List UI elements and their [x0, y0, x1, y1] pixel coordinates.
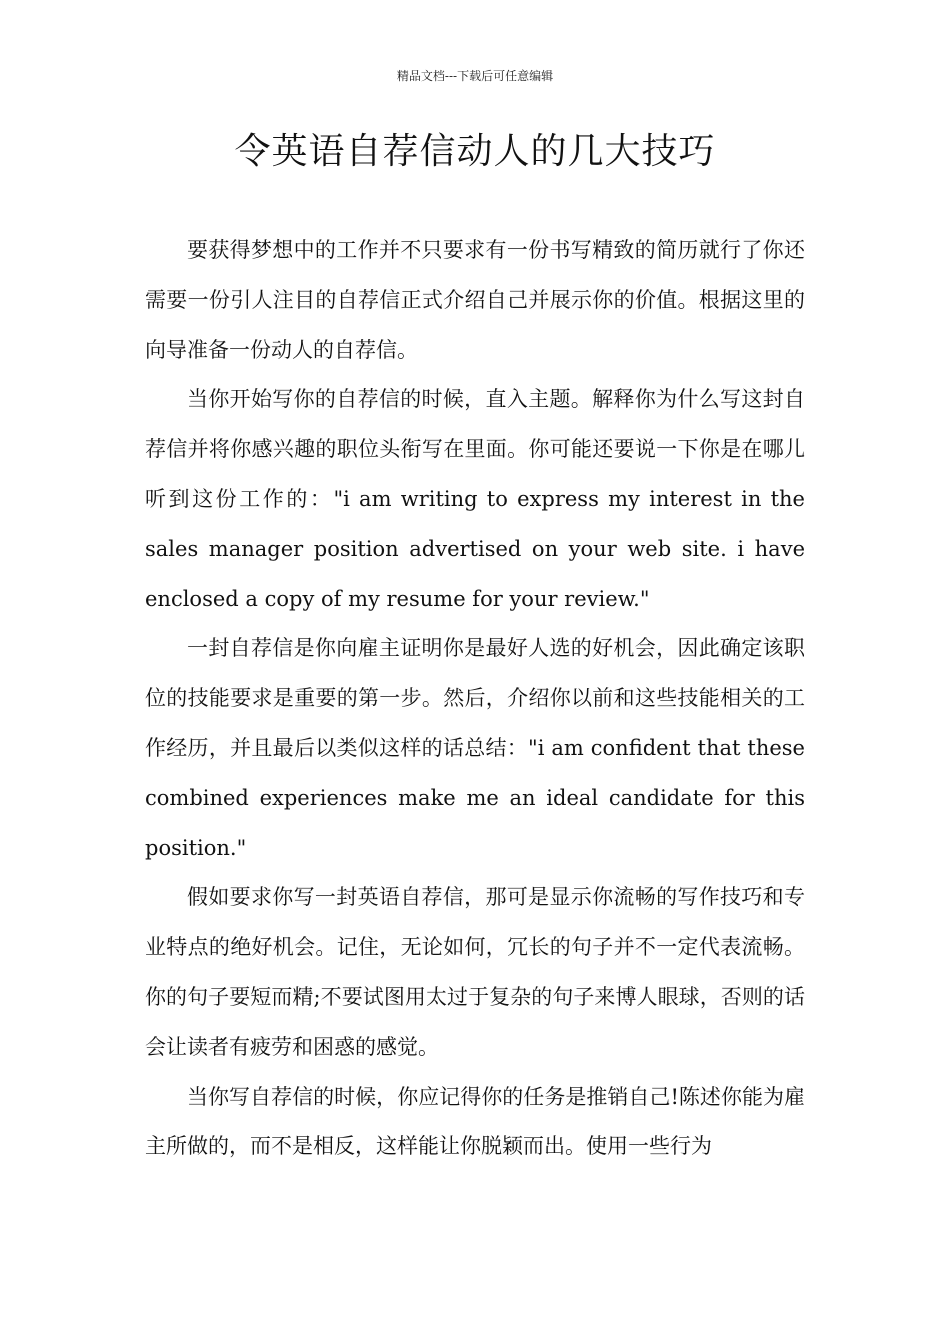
- paragraph-3: 一封自荐信是你向雇主证明你是最好人选的好机会，因此确定该职位的技能要求是重要的第一步。然后，介绍你以前和这些技能相关的工作经历，并且最后以类似这样的话总结："i am confident that these combined experiences make me an ideal candidate for this position.": [145, 636, 805, 860]
- document-body: [145, 226, 805, 1172]
- document-title: 令英语自荐信动人的几大技巧: [234, 131, 716, 172]
- paragraph-1: 要获得梦想中的工作并不只要求有一份书写精致的简历就行了你还需要一份引人注目的自荐信正式介绍自己并展示你的价值。根据这里的向导准备一份动人的自荐信。: [145, 238, 805, 362]
- paragraph-2: 当你开始写你的自荐信的时候，直入主题。解释你为什么写这封自荐信并将你感兴趣的职位头衔写在里面。你可能还要说一下你是在哪儿听到这份工作的："i am writing to express my interest in the sales manager position advertised on your web site. i have enclosed a copy of my resume for your review.": [145, 387, 805, 611]
- paragraph-5: 当你写自荐信的时候，你应记得你的任务是推销自己!陈述你能为雇主所做的，而不是相反，这样能让你脱颖而出。使用一些行为: [145, 1084, 805, 1159]
- paragraph-4: 假如要求你写一封英语自荐信，那可是显示你流畅的写作技巧和专业特点的绝好机会。记住，无论如何，冗长的句子并不一定代表流畅。你的句子要短而精;不要试图用太过于复杂的句子来博人眼球，否则的话会让读者有疲劳和困惑的感觉。: [145, 885, 805, 1059]
- page-header: 精品文档---下载后可任意编辑: [396, 69, 554, 83]
